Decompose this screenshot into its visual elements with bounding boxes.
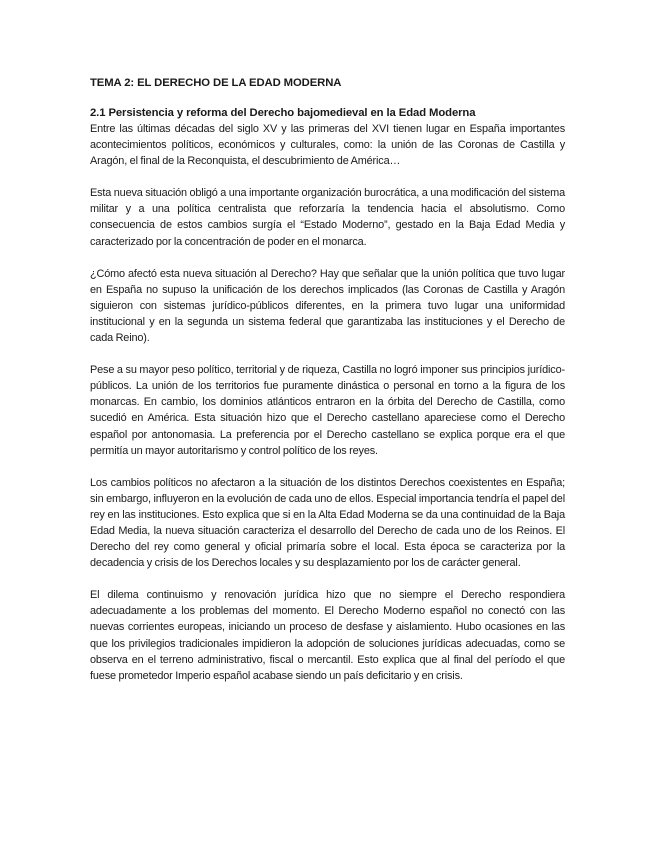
document-title: TEMA 2: EL DERECHO DE LA EDAD MODERNA: [90, 77, 342, 89]
paragraph-3: ¿Cómo afectó esta nueva situación al Derecho? Hay que señalar que la unión política que tuvo lugar en España no supuso la unificación de los derechos implicados (las Coronas de Castilla y Aragón siguieron con sistemas jurídico-públicos diferentes, en la primera tuvo lugar una uniformidad institucional y en la segunda un sistema federal que garantizaba las instituciones y el Derecho de cada Reino).: [90, 267, 565, 345]
document-page: [90, 75, 565, 700]
paragraph-2: Esta nueva situación obligó a una importante organización burocrática, a una modificación del sistema militar y a una política centralista que reforzaría la tendencia hacia el absolutismo. Como consecuencia de estos cambios surgía el “Estado Moderno”, gestado en la Baja Edad Media y caracterizado por la concentración de poder en el monarca.: [90, 187, 565, 248]
section-heading: 2.1 Persistencia y reforma del Derecho bajomedieval en la Edad Moderna: [90, 107, 476, 119]
paragraph-5: Los cambios políticos no afectaron a la situación de los distintos Derechos coexistentes en España; sin embargo, influyeron en la evolución de cada uno de ellos. Especial importancia tendría el papel del rey en las instituciones. Esto explica que si en la Alta Edad Moderna se da una continuidad de la Baja Edad Media, la nueva situación caracteriza el desarrollo del Derecho de cada uno de los Reinos. El Derecho del rey como general y oficial primaría sobre el local. Esta época se caracteriza por la decadencia y crisis de los Derechos locales y su desplazamiento por los de carácter general.: [90, 476, 565, 570]
paragraph-4: Pese a su mayor peso político, territorial y de riqueza, Castilla no logró imponer sus principios jurídico-públicos. La unión de los territorios fue puramente dinástica o personal en torno a la figura de los monarcas. En cambio, los dominios atlánticos entraron en la órbita del Derecho de Castilla, como sucedió en América. Esta situación hizo que el Derecho castellano apareciese como el Derecho español por antonomasia. La preferencia por el Derecho castellano se explica porque era el que permitía un mayor autoritarismo y control político de los reyes.: [90, 364, 565, 457]
paragraph-1: Entre las últimas décadas del siglo XV y las primeras del XVI tienen lugar en España importantes acontecimientos políticos, económicos y culturales, como: la unión de las Coronas de Castilla y Aragón, el final de la Reconquista, el descubrimiento de América…: [90, 123, 565, 168]
paragraph-6: El dilema continuismo y renovación jurídica hizo que no siempre el Derecho respondiera adecuadamente a los problemas del momento. El Derecho Moderno español no conectó con las nuevas corrientes europeas, iniciando un proceso de desfase y aislamiento. Hubo ocasiones en las que los privilegios tradicionales impidieron la adopción de soluciones jurídicas adecuadas, como se observa en el terreno administrativo, fiscal o mercantil. Esto explica que al final del período el que fuese prometedor Imperio español acabase siendo un país deficitario y en crisis.: [90, 589, 565, 682]
